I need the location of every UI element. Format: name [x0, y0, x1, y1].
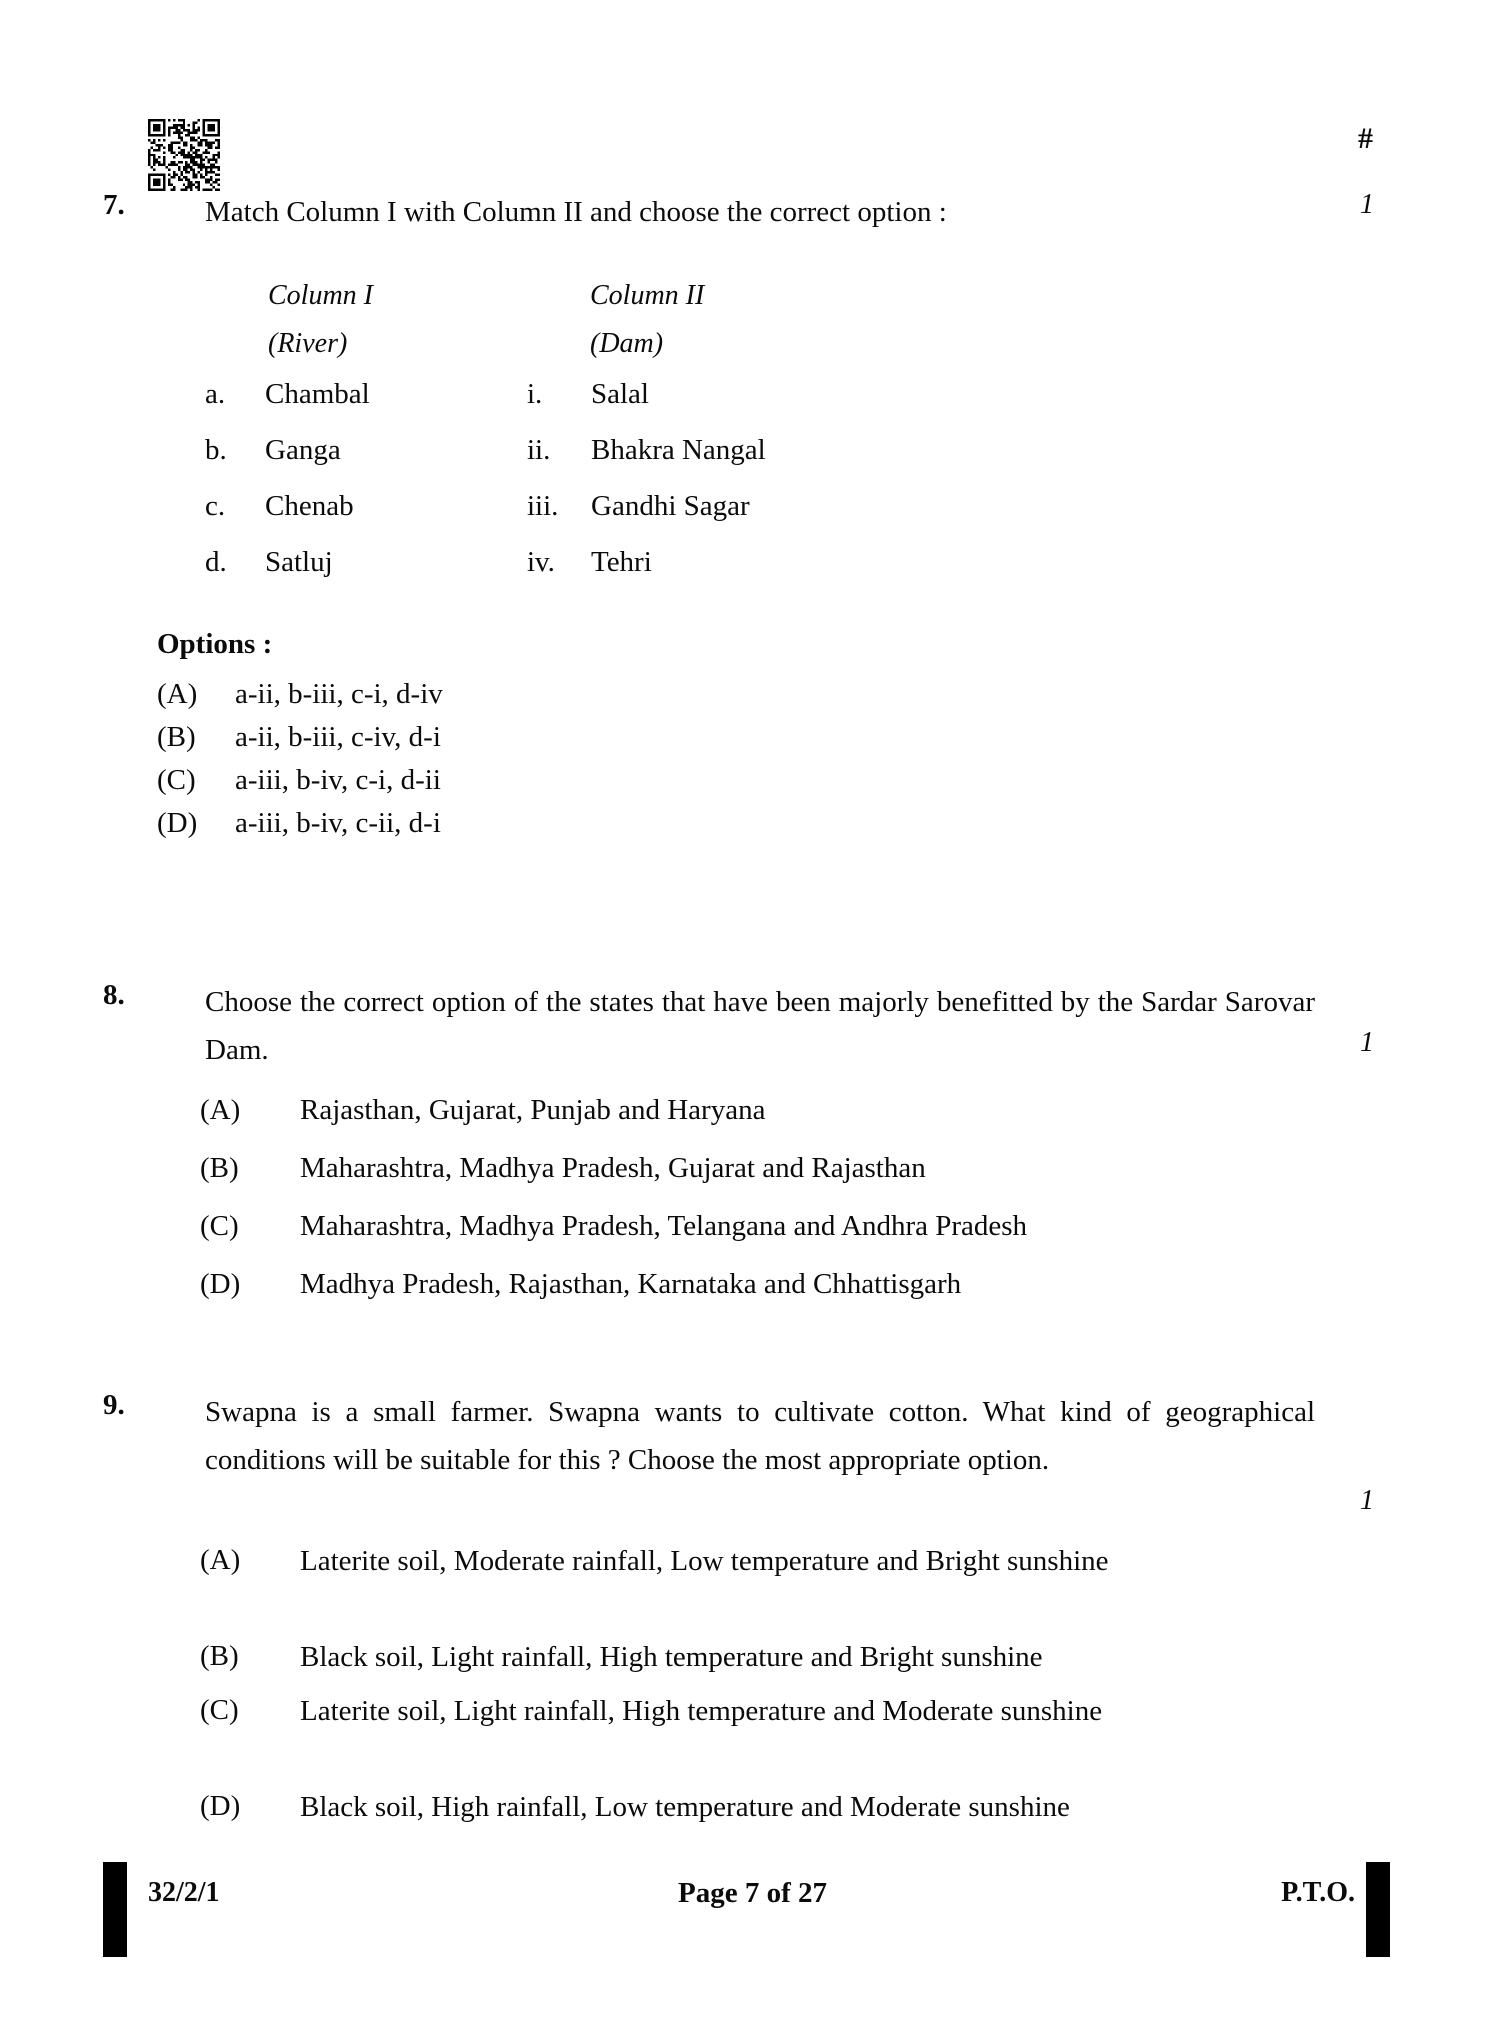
column-2-header-group [590, 272, 704, 368]
row-left-text: Chambal [265, 378, 370, 410]
table-row [205, 434, 1105, 490]
row-right-label: iv. [527, 546, 555, 578]
question-9-options [0, 1538, 1505, 1838]
option-row-c[interactable] [0, 1688, 1505, 1784]
row-right-text: Salal [591, 378, 649, 410]
option-row-a[interactable] [0, 1538, 1505, 1634]
column-2-subheader: (Dam) [590, 328, 664, 359]
row-left-text: Satluj [265, 546, 333, 578]
pto-label: P.T.O. [1281, 1877, 1355, 1908]
row-left-label: c. [205, 490, 226, 522]
question-7-marks: 1 [1360, 189, 1374, 220]
hash-mark: # [1358, 122, 1373, 155]
row-left-label: d. [205, 546, 227, 578]
option-row-b[interactable] [0, 1634, 1505, 1688]
qr-code-icon [148, 119, 220, 191]
option-tag: (A) [157, 678, 198, 710]
question-7-options [0, 672, 1505, 844]
paper-code: 32/2/1 [148, 1877, 220, 1908]
row-left-label: a. [205, 378, 226, 410]
option-tag: (A) [200, 1094, 241, 1126]
column-1-subheader: (River) [268, 328, 348, 359]
row-left-text: Chenab [265, 490, 354, 522]
row-right-label: ii. [527, 434, 551, 466]
option-text: a-iii, b-iv, c-i, d-ii [235, 764, 441, 796]
option-tag: (D) [157, 807, 198, 839]
page-number: Page 7 of 27 [678, 1877, 827, 1909]
row-right-label: iii. [527, 490, 559, 522]
option-row-d[interactable] [0, 1784, 1505, 1838]
question-8-options [0, 1088, 1505, 1320]
question-9-number: 9. [103, 1389, 125, 1421]
option-row-b[interactable] [0, 1146, 1505, 1204]
qr-code-canvas [148, 119, 220, 191]
match-table-rows [205, 378, 1105, 602]
option-row-a[interactable] [0, 1088, 1505, 1146]
option-row-b[interactable] [0, 715, 1505, 758]
table-row [205, 490, 1105, 546]
question-8-marks: 1 [1360, 1027, 1374, 1058]
option-text: Madhya Pradesh, Rajasthan, Karnataka and Chhattisgarh [300, 1268, 962, 1300]
question-9-marks: 1 [1360, 1485, 1374, 1516]
option-text: Laterite soil, Moderate rainfall, Low temperature and Bright sunshine [300, 1545, 1109, 1577]
option-tag: (C) [200, 1210, 239, 1242]
option-text: a-ii, b-iii, c-iv, d-i [235, 721, 441, 753]
option-text: Black soil, High rainfall, Low temperature and Moderate sunshine [300, 1791, 1070, 1823]
question-7-text: Match Column I with Column II and choose the correct option : [205, 196, 947, 228]
column-2-header: Column II [590, 280, 705, 311]
question-8-text: Choose the correct option of the states that have been majorly benefitted by the Sardar Sarovar Dam. [205, 986, 1315, 1066]
option-row-c[interactable] [0, 758, 1505, 801]
page-footer [0, 1860, 1505, 1980]
option-text: a-ii, b-iii, c-i, d-iv [235, 678, 443, 710]
question-8-number: 8. [103, 979, 125, 1011]
option-text: Maharashtra, Madhya Pradesh, Gujarat and Rajasthan [300, 1152, 926, 1184]
option-tag: (C) [157, 764, 196, 796]
option-row-c[interactable] [0, 1204, 1505, 1262]
row-right-text: Bhakra Nangal [591, 434, 766, 466]
option-text: Maharashtra, Madhya Pradesh, Telangana and Andhra Pradesh [300, 1210, 1028, 1242]
option-tag: (D) [200, 1790, 241, 1822]
option-text: Black soil, Light rainfall, High temperature and Bright sunshine [300, 1641, 1043, 1673]
option-tag: (D) [200, 1268, 241, 1300]
question-7-number: 7. [103, 189, 125, 221]
option-tag: (A) [200, 1544, 241, 1576]
table-row [205, 378, 1105, 434]
option-tag: (C) [200, 1694, 239, 1726]
options-heading: Options : [157, 628, 273, 660]
option-tag: (B) [200, 1152, 239, 1184]
row-right-label: i. [527, 378, 543, 410]
option-row-a[interactable] [0, 672, 1505, 715]
column-1-header: Column I [268, 280, 373, 311]
option-text: Laterite soil, Light rainfall, High temperature and Moderate sunshine [300, 1695, 1103, 1727]
option-text: a-iii, b-iv, c-ii, d-i [235, 807, 441, 839]
row-right-text: Tehri [591, 546, 652, 578]
option-text: Rajasthan, Gujarat, Punjab and Haryana [300, 1094, 766, 1126]
row-left-label: b. [205, 434, 227, 466]
row-left-text: Ganga [265, 434, 341, 466]
table-row [205, 546, 1105, 602]
question-9-text: Swapna is a small farmer. Swapna wants to cultivate cotton. What kind of geographical conditions will be suitable for this ? Choose the most appropriate option. [205, 1396, 1315, 1476]
column-1-header-group [268, 272, 373, 368]
row-right-text: Gandhi Sagar [591, 490, 750, 522]
match-table-headers [268, 272, 705, 368]
option-row-d[interactable] [0, 801, 1505, 844]
option-tag: (B) [157, 721, 196, 753]
option-tag: (B) [200, 1640, 239, 1672]
option-row-d[interactable] [0, 1262, 1505, 1320]
